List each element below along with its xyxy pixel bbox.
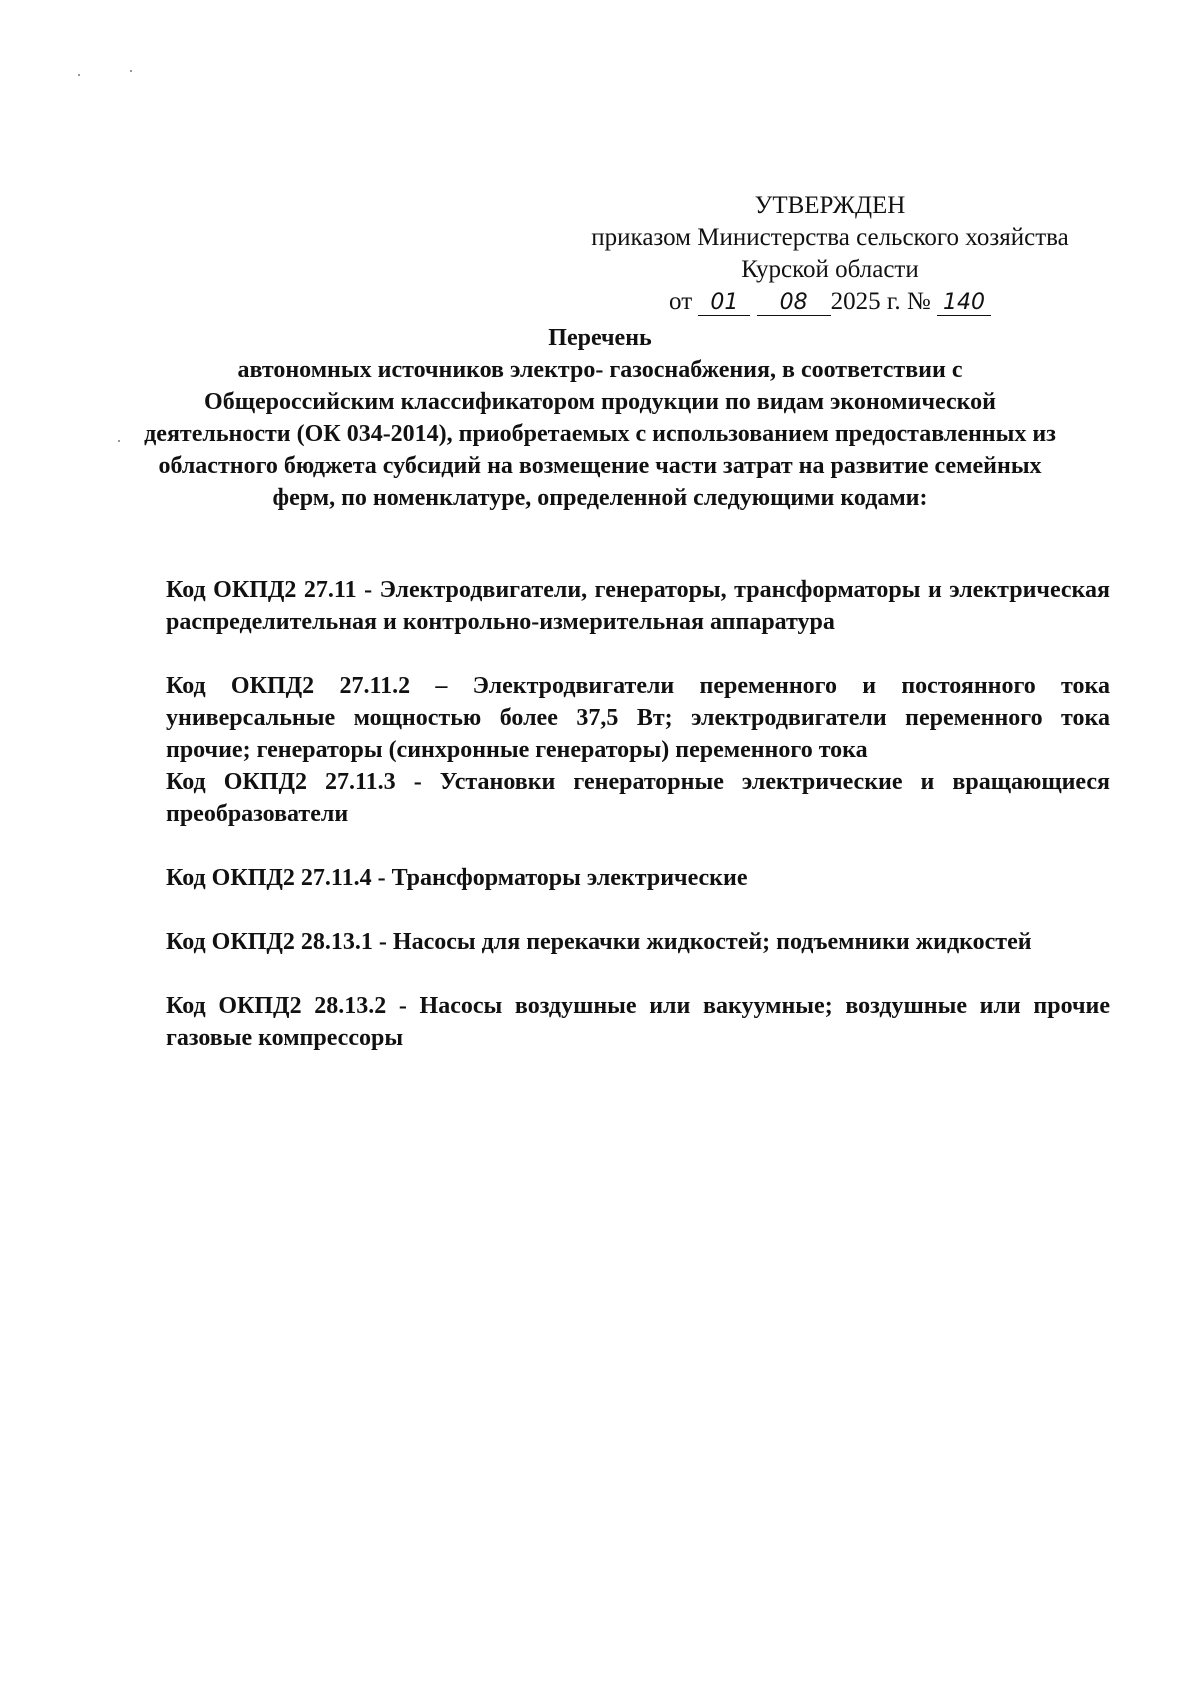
approval-order-line: приказом Министерства сельского хозяйства — [591, 224, 1069, 251]
code-item-27-11: Код ОКПД2 27.11 - Электродвигатели, генераторы, трансформаторы и электрическая распределительная и контрольно-измерительная аппаратура — [166, 577, 1110, 635]
approval-status: УТВЕРЖДЕН — [754, 192, 906, 219]
scan-speck — [78, 74, 80, 76]
code-item-28-13-2: Код ОКПД2 28.13.2 - Насосы воздушные или вакуумные; воздушные или прочие газовые компрессоры — [166, 993, 1110, 1051]
code-item-27-11-4: Код ОКПД2 27.11.4 - Трансформаторы электрические — [166, 865, 748, 891]
code-item-27-11-3: Код ОКПД2 27.11.3 - Установки генераторные электрические и вращающиеся преобразователи — [166, 769, 1110, 827]
approval-date-line — [560, 286, 1100, 318]
code-item-27-11-2: Код ОКПД2 27.11.2 – Электродвигатели переменного и постоянного тока универсальные мощностью более 37,5 Вт; электродвигатели переменного тока прочие; генераторы (синхронные генераторы) переменного тока — [166, 673, 1110, 763]
code-item-28-13-1: Код ОКПД2 28.13.1 - Насосы для перекачки жидкостей; подъемники жидкостей — [166, 929, 1032, 955]
scan-speck — [130, 70, 132, 72]
date-month-handwritten: 08 — [757, 291, 831, 316]
date-day-handwritten: 01 — [698, 291, 750, 316]
title-subtitle: автономных источников электро- газоснабжения, в соответствии с Общероссийским классификатором продукции по видам экономической деятельности (ОК 034-2014), приобретаемых с использованием предоставленных из областного бюджета субсидий на возмещение части затрат на развитие семейных ферм, по номенклатуре, определенной следующими кодами: — [144, 357, 1056, 511]
document-title — [140, 322, 1060, 514]
scan-speck — [118, 440, 120, 442]
date-prefix: от — [669, 288, 693, 315]
code-list — [166, 574, 1110, 1054]
approval-region-line: Курской области — [741, 256, 919, 283]
order-number-handwritten: 140 — [937, 291, 991, 316]
date-year: 2025 г. № — [830, 288, 931, 315]
approval-block — [560, 190, 1100, 318]
title-heading: Перечень — [548, 325, 652, 351]
